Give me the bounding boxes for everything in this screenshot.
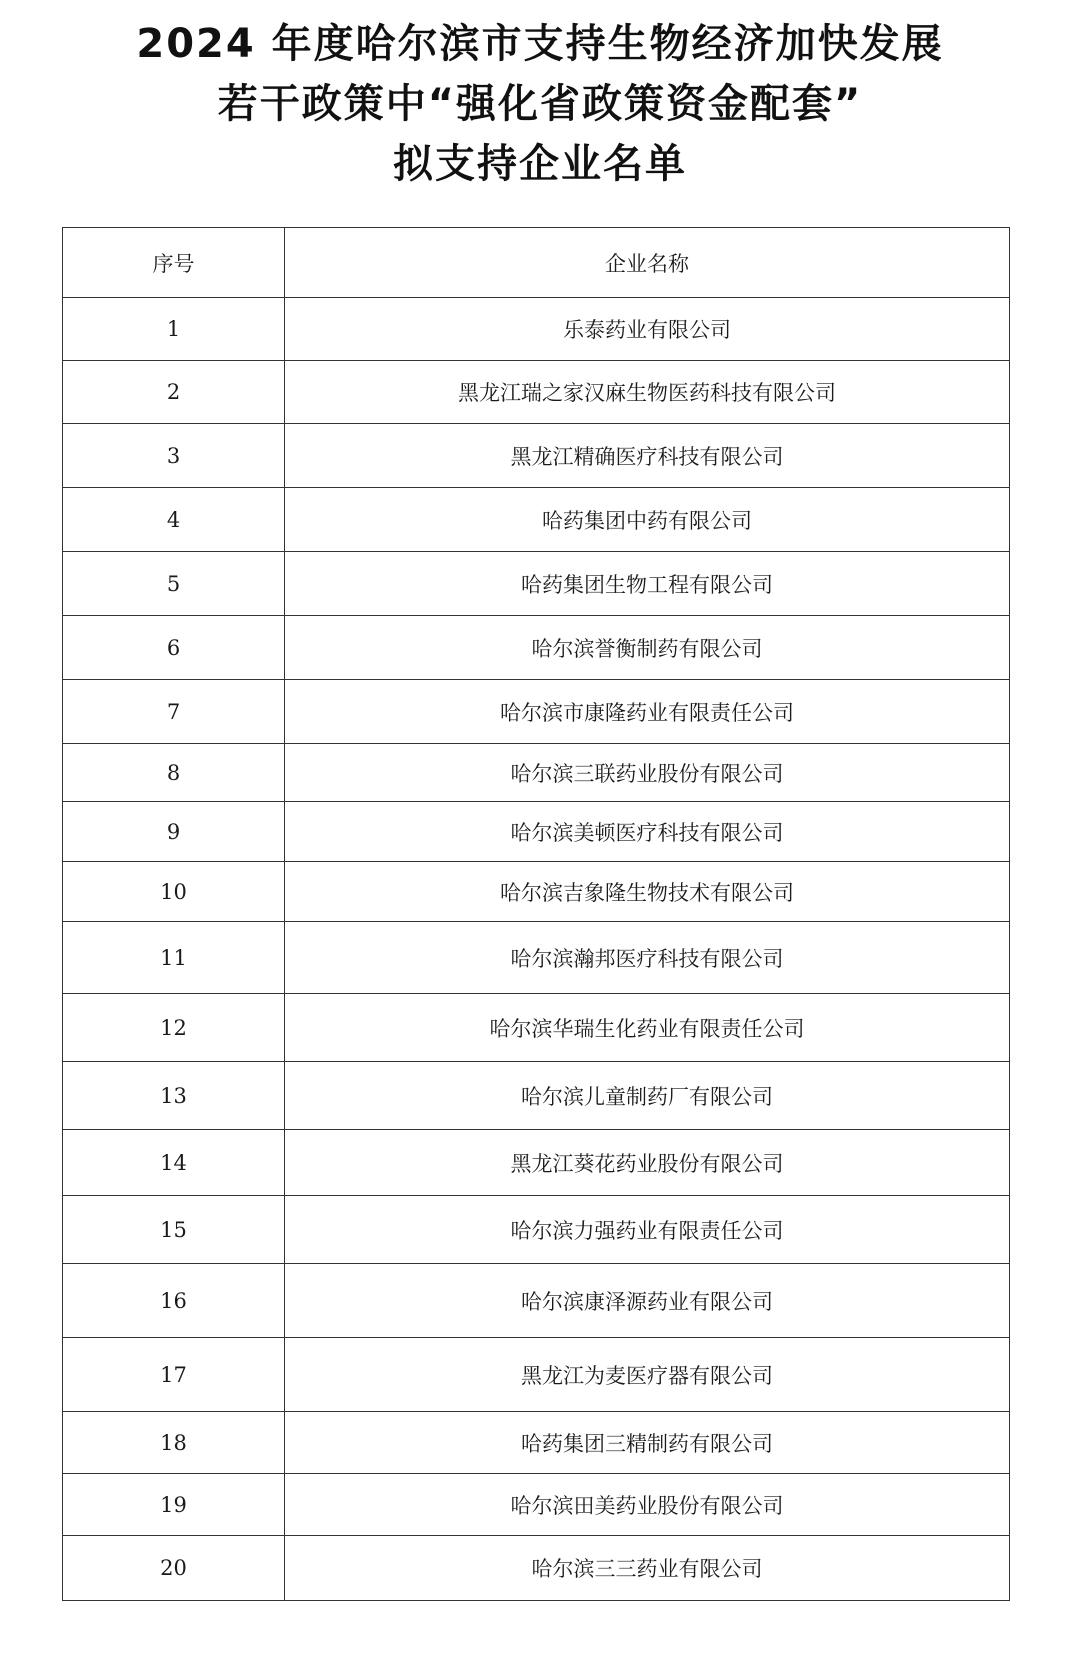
row-number: 17	[63, 1338, 285, 1412]
row-company: 哈尔滨力强药业有限责任公司	[285, 1196, 1010, 1264]
table-row	[63, 298, 1010, 361]
row-number: 13	[63, 1062, 285, 1130]
row-company: 哈药集团中药有限公司	[285, 488, 1010, 552]
title-line-1: 2024 年度哈尔滨市支持生物经济加快发展	[136, 21, 944, 67]
table-row	[63, 994, 1010, 1062]
row-number: 1	[63, 298, 285, 361]
table-row	[63, 1196, 1010, 1264]
table-row	[63, 802, 1010, 862]
row-company: 哈尔滨市康隆药业有限责任公司	[285, 680, 1010, 744]
row-company: 哈药集团三精制药有限公司	[285, 1412, 1010, 1474]
row-number: 8	[63, 744, 285, 802]
table-row	[63, 680, 1010, 744]
row-company: 黑龙江精确医疗科技有限公司	[285, 424, 1010, 488]
row-number: 7	[63, 680, 285, 744]
row-company: 哈药集团生物工程有限公司	[285, 552, 1010, 616]
title-line-2: 若干政策中“强化省政策资金配套”	[217, 81, 863, 127]
row-company: 哈尔滨吉象隆生物技术有限公司	[285, 862, 1010, 922]
table-body	[63, 298, 1010, 1601]
table-row	[63, 1474, 1010, 1536]
row-number: 3	[63, 424, 285, 488]
table-row	[63, 1338, 1010, 1412]
row-company: 哈尔滨康泽源药业有限公司	[285, 1264, 1010, 1338]
row-company: 哈尔滨三联药业股份有限公司	[285, 744, 1010, 802]
document-title	[0, 14, 1080, 194]
header-number: 序号	[63, 228, 285, 298]
row-company: 黑龙江为麦医疗器有限公司	[285, 1338, 1010, 1412]
row-number: 18	[63, 1412, 285, 1474]
table-row	[63, 1264, 1010, 1338]
table-row	[63, 922, 1010, 994]
row-company: 哈尔滨儿童制药厂有限公司	[285, 1062, 1010, 1130]
row-company: 黑龙江瑞之家汉麻生物医药科技有限公司	[285, 361, 1010, 424]
row-company: 哈尔滨田美药业股份有限公司	[285, 1474, 1010, 1536]
row-number: 5	[63, 552, 285, 616]
table-row	[63, 862, 1010, 922]
row-number: 2	[63, 361, 285, 424]
table-row	[63, 616, 1010, 680]
table-row	[63, 1130, 1010, 1196]
row-number: 10	[63, 862, 285, 922]
table-row	[63, 1536, 1010, 1601]
table-row	[63, 424, 1010, 488]
table-row	[63, 552, 1010, 616]
row-number: 20	[63, 1536, 285, 1601]
row-number: 4	[63, 488, 285, 552]
table-row	[63, 361, 1010, 424]
company-list-table	[62, 227, 1010, 1601]
row-number: 6	[63, 616, 285, 680]
row-number: 19	[63, 1474, 285, 1536]
row-company: 黑龙江葵花药业股份有限公司	[285, 1130, 1010, 1196]
row-number: 11	[63, 922, 285, 994]
table-row	[63, 488, 1010, 552]
row-number: 16	[63, 1264, 285, 1338]
table-header-row	[63, 228, 1010, 298]
row-number: 12	[63, 994, 285, 1062]
row-company: 哈尔滨华瑞生化药业有限责任公司	[285, 994, 1010, 1062]
row-company: 哈尔滨瀚邦医疗科技有限公司	[285, 922, 1010, 994]
table-row	[63, 1412, 1010, 1474]
row-number: 15	[63, 1196, 285, 1264]
title-line-3: 拟支持企业名单	[393, 141, 687, 187]
row-number: 9	[63, 802, 285, 862]
row-company: 乐泰药业有限公司	[285, 298, 1010, 361]
header-company: 企业名称	[285, 228, 1010, 298]
table-row	[63, 1062, 1010, 1130]
row-company: 哈尔滨誉衡制药有限公司	[285, 616, 1010, 680]
row-company: 哈尔滨美顿医疗科技有限公司	[285, 802, 1010, 862]
row-company: 哈尔滨三三药业有限公司	[285, 1536, 1010, 1601]
table-row	[63, 744, 1010, 802]
row-number: 14	[63, 1130, 285, 1196]
